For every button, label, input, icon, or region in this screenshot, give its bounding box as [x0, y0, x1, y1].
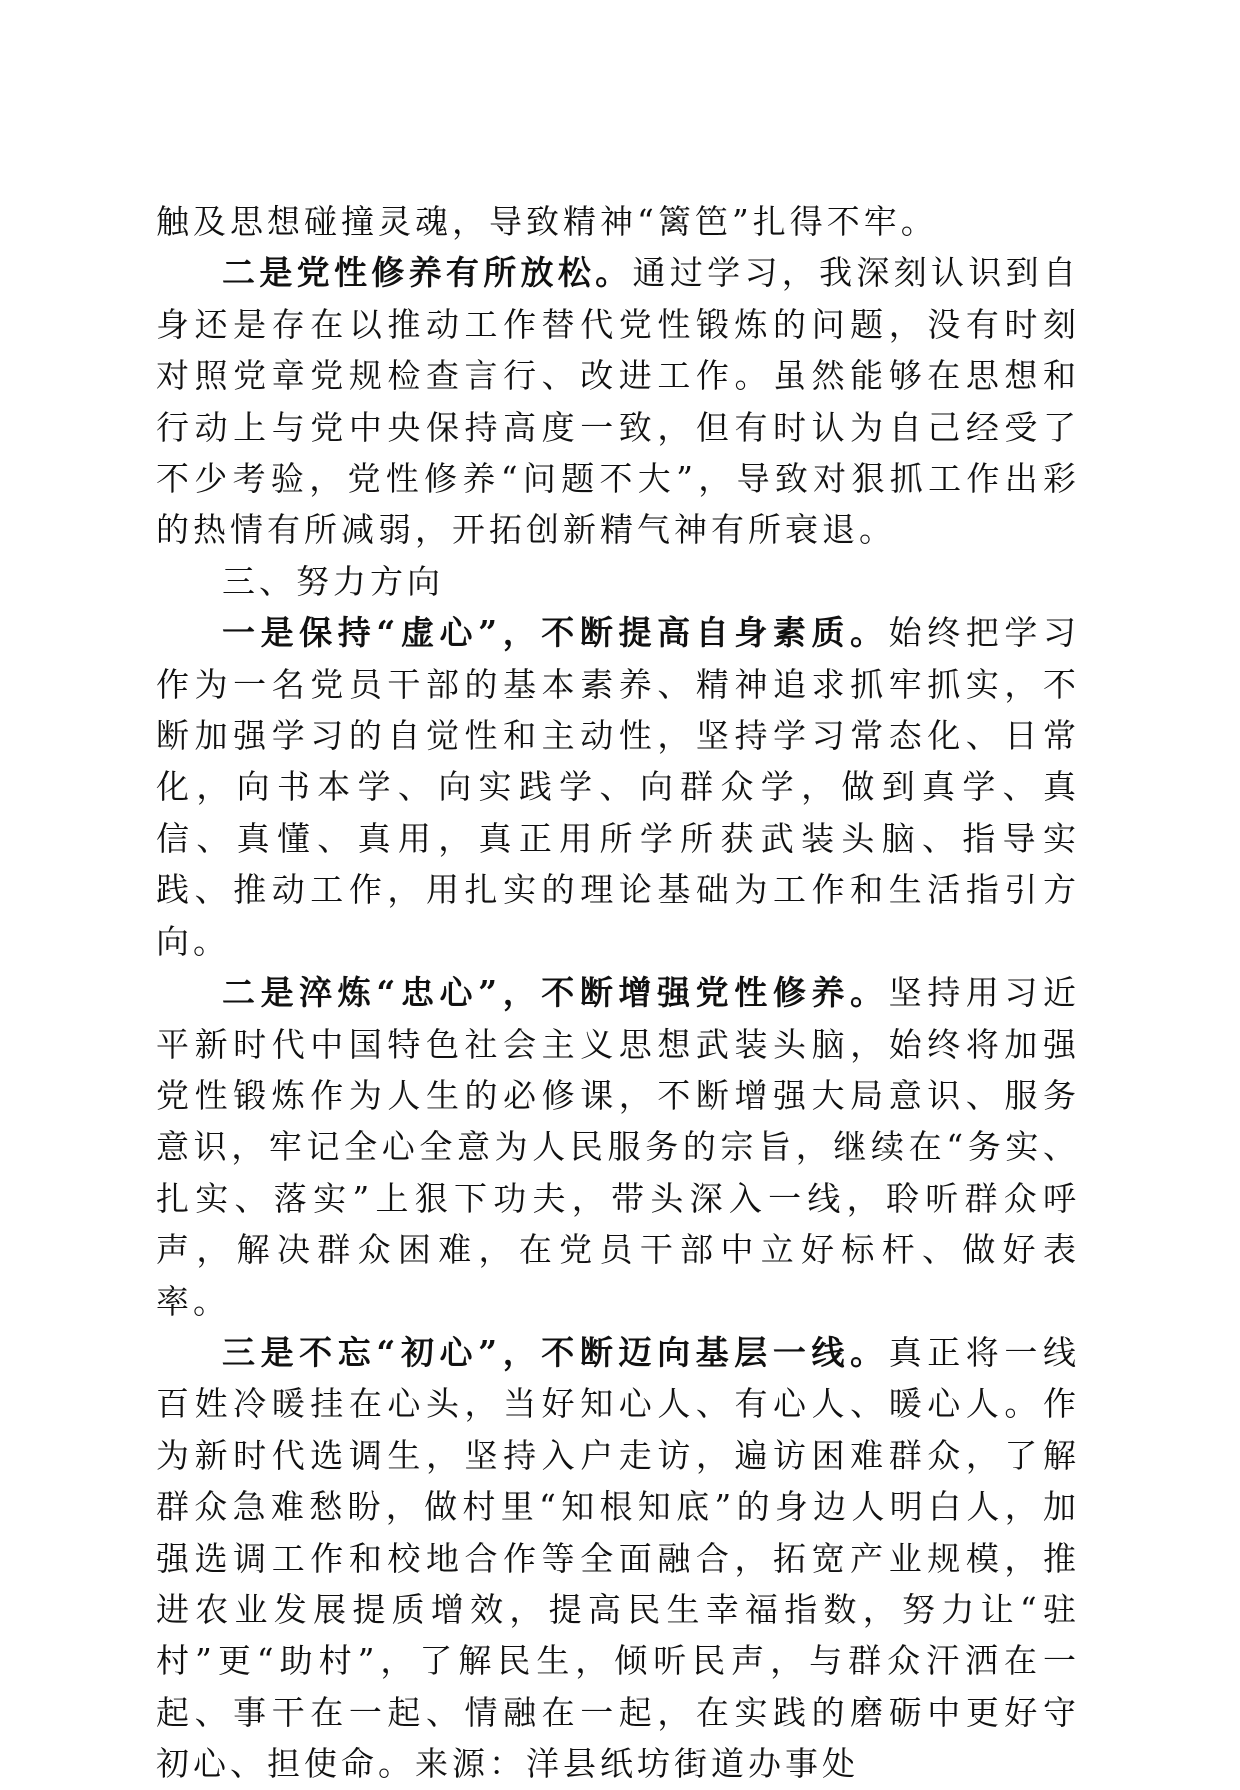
paragraph-text: 始终把学习作为一名党员干部的基本素养、精神追求抓牢抓实，不断加强学习的自觉性和主动性，坚持学习常态化、日常化，向书本学、向实践学、向群众学，做到真学、真信、真懂、真用，真正用所学所获武装头脑、指导实践、推动工作，用扎实的理论基础为工作和生活指引方向。 [156, 613, 1080, 961]
document-body [156, 196, 1080, 1790]
paragraph-text: 坚持用习近平新时代中国特色社会主义思想武装头脑，始终将加强党性锻炼作为人生的必修课，不断增强大局意识、服务意识，牢记全心全意为人民服务的宗旨，继续在“务实、扎实、落实”上狠下功夫，带头深入一线，聆听群众呼声，解决群众困难，在党员干部中立好标杆、做好表率。 [156, 973, 1080, 1321]
section-heading [156, 556, 1080, 607]
paragraph-original-aspiration [156, 1327, 1080, 1790]
paragraph-lead-bold: 三是不忘“初心”，不断迈向基层一线。 [222, 1332, 889, 1372]
paragraph-continuation [156, 196, 1080, 247]
paragraph-text: 通过学习，我深刻认识到自身还是存在以推动工作替代党性锻炼的问题，没有时刻对照党章党规检查言行、改进工作。虽然能够在思想和行动上与党中央保持高度一致，但有时认为自己经受了不少考验，党性修养“问题不大”，导致对狠抓工作出彩的热情有所减弱，开拓创新精气神有所衰退。 [156, 253, 1081, 550]
paragraph-lead-bold: 一是保持“虚心”，不断提高自身素质。 [222, 613, 889, 653]
paragraph-lead-bold: 二是淬炼“忠心”，不断增强党性修养。 [222, 973, 889, 1013]
paragraph-text: 触及思想碰撞灵魂，导致精神“篱笆”扎得不牢。 [156, 202, 938, 241]
paragraph-loyalty [156, 967, 1080, 1327]
section-heading-text: 三、努力方向 [222, 561, 444, 601]
paragraph-text: 真正将一线百姓冷暖挂在心头，当好知心人、有心人、暖心人。作为新时代选调生，坚持入户走访，遍访困难群众，了解群众急难愁盼，做村里“知根知底”的身边人明白人，加强选调工作和校地合作等全面融合，拓宽产业规模，推进农业发展提质增效，提高民生幸福指数，努力让“驻村”更“助村”，了解民生，倾听民声，与群众汗洒在一起、事干在一起、情融在一起，在实践的磨砺中更好守初心、担使命。来源：洋县纸坊街道办事处 [156, 1332, 1080, 1784]
paragraph-open-mind [156, 607, 1080, 967]
paragraph-party-spirit-relaxed [156, 247, 1080, 555]
paragraph-lead-bold: 二是党性修养有所放松。 [222, 253, 633, 293]
